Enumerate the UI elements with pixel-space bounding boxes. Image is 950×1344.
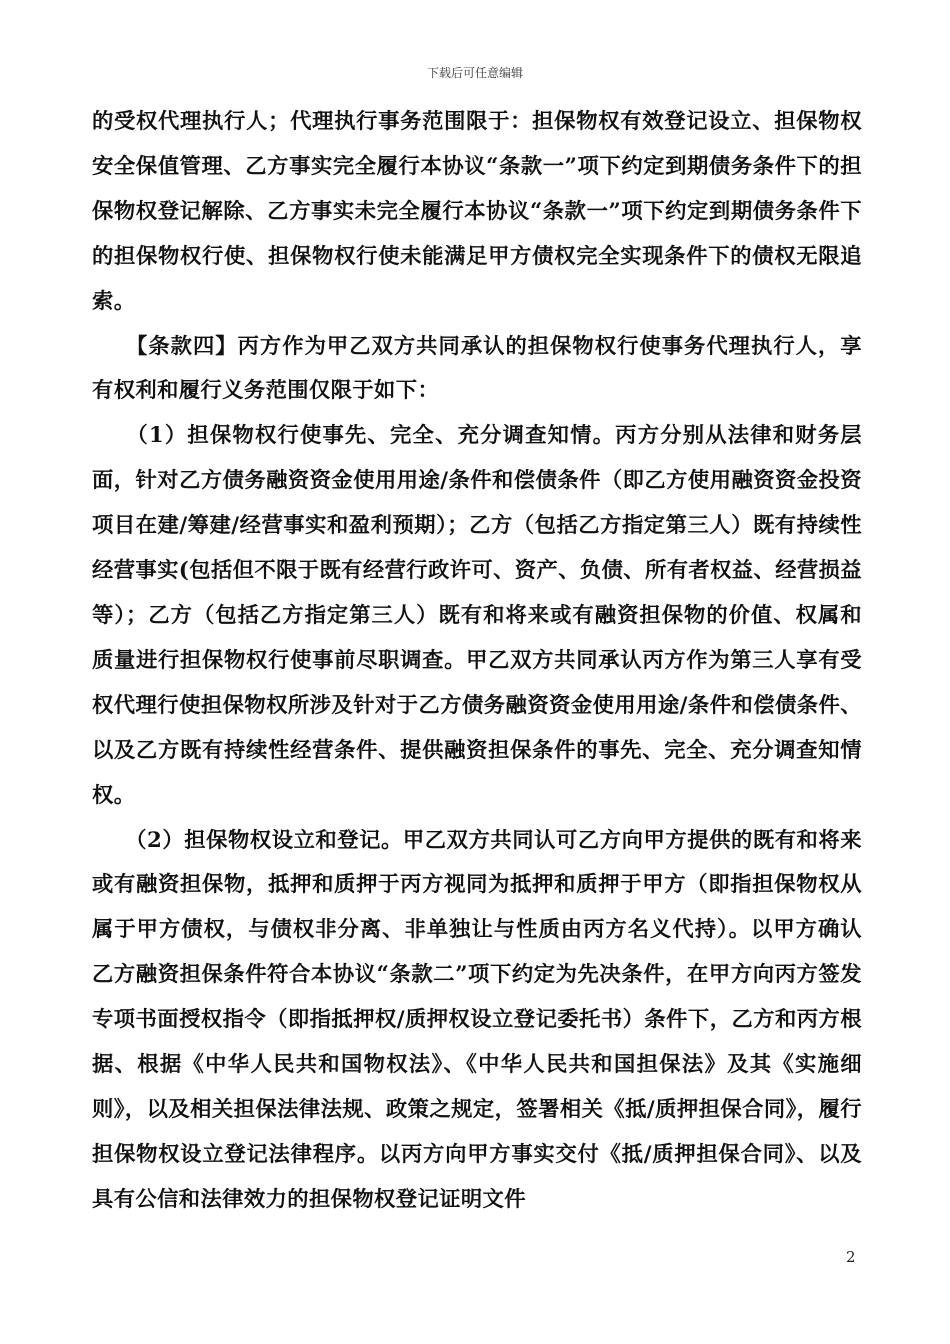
page-header: 下载后可任意编辑 — [426, 66, 523, 80]
paragraph-continuation: 的受权代理执行人；代理执行事务范围限于：担保物权有效登记设立、担保物权安全保值管理、乙方事实完全履行本协议“条款一”项下约定到期债务条件下的担保物权登记解除、乙方事实未完全履行本协议“条款一”项下约定到期债务条件下的担保物权行使、担保物权行使未能满足甲方债权完全实现条件下的债权无限追索。 — [92, 109, 862, 314]
document-body — [92, 100, 862, 1223]
paragraph-item-2: （2）担保物权设立和登记。甲乙双方共同认可乙方向甲方提供的既有和将来或有融资担保物，抵押和质押于丙方视同为抵押和质押于甲方（即指担保物权从属于甲方债权，与债权非分离、非单独让与性质由丙方名义代持）。以甲方确认乙方融资担保条件符合本协议“条款二”项下约定为先决条件，在甲方向丙方签发专项书面授权指令（即指抵押权/质押权设立登记委托书）条件下，乙方和丙方根据、根据《中华人民共和国物权法》、《中华人民共和国担保法》及其《实施细则》，以及相关担保法律法规、政策之规定，签署相关《抵/质押担保合同》，履行担保物权设立登记法律程序。以丙方向甲方事实交付《抵/质押担保合同》、以及具有公信和法律效力的担保物权登记证明文件 — [92, 827, 862, 1212]
paragraph-clause-four: 【条款四】丙方作为甲乙双方共同承认的担保物权行使事务代理执行人，享有权利和履行义务范围仅限于如下： — [92, 333, 862, 404]
page-number: 2 — [846, 1248, 856, 1266]
paragraph-item-1: （1）担保物权行使事先、完全、充分调查知情。丙方分别从法律和财务层面，针对乙方债务融资资金使用用途/条件和偿债条件（即乙方使用融资资金投资项目在建/筹建/经营事实和盈利预期）；乙方（包括乙方指定第三人）既有持续性经营事实(包括但不限于既有经营行政许可、资产、负债、所有者权益、经营损益等）；乙方（包括乙方指定第三人）既有和将来或有融资担保物的价值、权属和质量进行担保物权行使事前尽职调查。甲乙双方共同承认丙方作为第三人享有受权代理行使担保物权所涉及针对于乙方债务融资资金使用用途/条件和偿债条件、以及乙方既有持续性经营条件、提供融资担保条件的事先、完全、充分调查知情权。 — [92, 423, 862, 808]
